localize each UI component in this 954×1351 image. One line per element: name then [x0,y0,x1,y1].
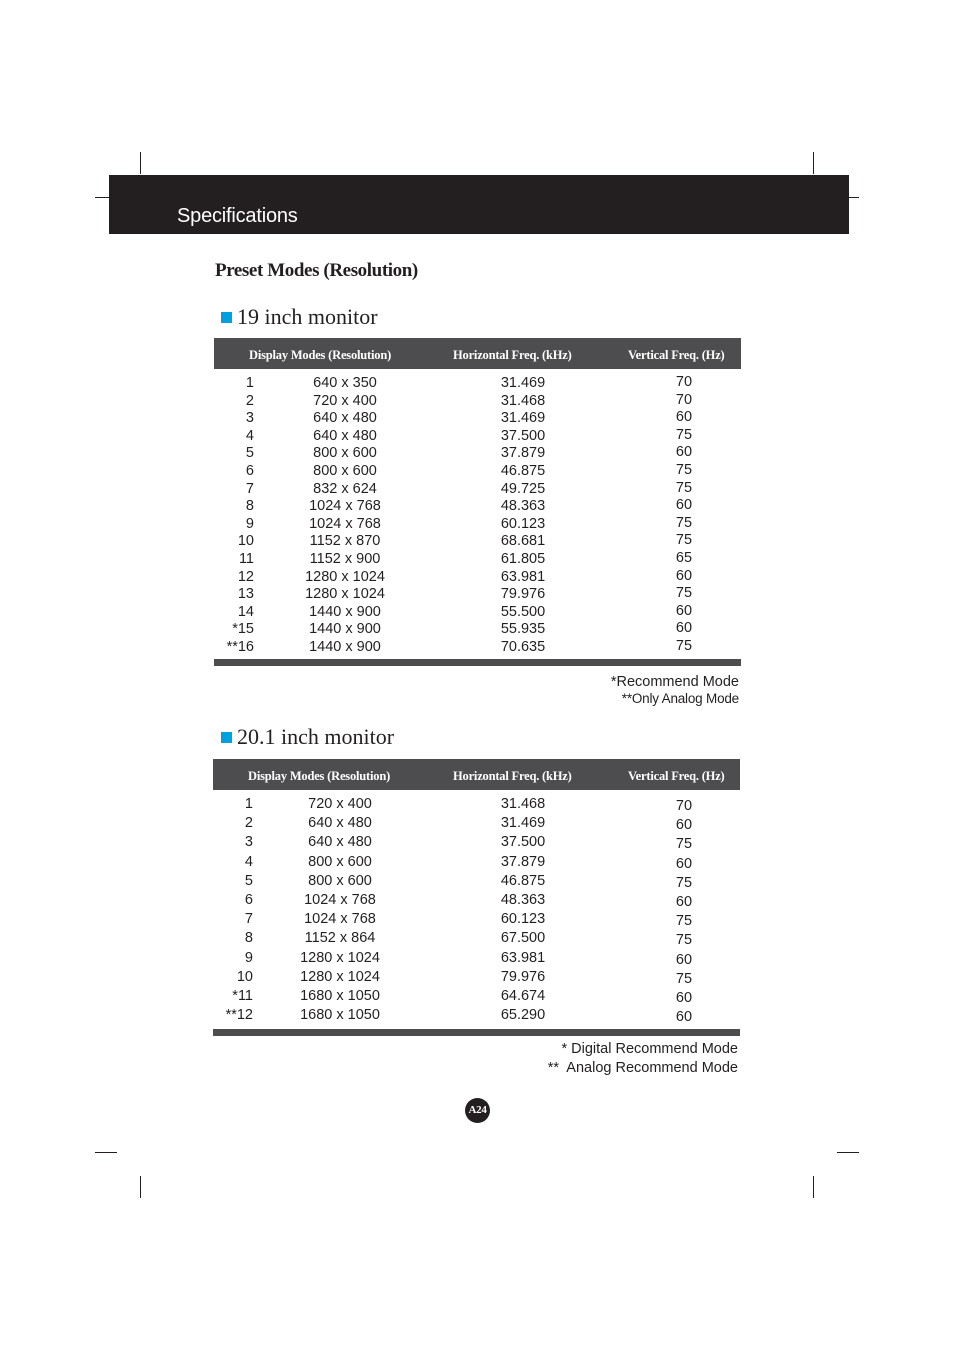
mode-number: 5 [245,445,254,462]
hfreq-cell: 31.468 [500,796,546,812]
resolution-cell: 1280 x 1024 [300,949,380,966]
resolution-cell: 832 x 624 [313,480,377,497]
vfreq-cell: 60 [675,497,693,514]
mode-number: 11 [238,551,254,567]
section-title: Preset Modes (Resolution) [215,260,418,281]
mode-number: *11 [232,988,253,1004]
mode-number: 3 [244,834,253,851]
hfreq-cell: 79.976 [500,586,546,603]
table-row [213,929,740,947]
table-row [213,910,740,928]
vfreq-cell: 75 [675,462,693,478]
vfreq-cell: 60 [675,951,693,968]
vfreq-cell: 75 [675,913,693,930]
vfreq-cell: 60 [675,602,693,619]
mode-number: 12 [237,568,254,585]
resolution-cell: 1280 x 1024 [305,568,385,585]
mode-number: 7 [245,480,254,497]
hfreq-cell: 31.468 [500,392,546,409]
resolution-cell: 1680 x 1050 [300,1007,380,1024]
column-header-modes: Display Modes (Resolution) [249,348,392,362]
hfreq-cell: 31.469 [500,410,546,427]
vfreq-cell: 60 [675,444,693,461]
column-header-vfreq: Vertical Freq. (Hz) [628,348,725,362]
vfreq-cell: 75 [675,638,693,654]
table-row [214,532,741,550]
hfreq-cell: 60.123 [500,515,546,532]
table-row [214,585,741,603]
vfreq-cell: 75 [675,970,693,987]
table-note: * Digital Recommend Mode [561,1041,738,1057]
hfreq-cell: 79.976 [500,968,546,985]
resolution-cell: 1024 x 768 [309,498,381,515]
resolution-cell: 1152 x 864 [304,930,376,947]
resolution-cell: 1280 x 1024 [305,586,385,603]
vfreq-cell: 60 [675,894,693,910]
square-bullet-icon [221,312,232,323]
table-row [214,409,741,427]
table-row [214,603,741,621]
mode-number: 8 [245,498,254,515]
page-number-badge: A24 [465,1098,490,1123]
mode-number: **12 [225,1007,253,1024]
hfreq-cell: 64.674 [500,988,546,1004]
monitor-heading-19 [221,304,378,330]
vfreq-cell: 60 [675,620,693,637]
mode-number: 2 [244,815,253,832]
resolution-cell: 640 x 480 [313,410,377,427]
hfreq-cell: 61.805 [500,551,546,567]
table-row [214,480,741,498]
crop-mark [140,152,141,174]
table-row [213,853,740,871]
resolution-cell: 1280 x 1024 [300,968,380,985]
hfreq-cell: 60.123 [500,911,546,928]
mode-number: 4 [245,427,254,444]
table-row [213,795,740,813]
mode-number: 10 [237,533,254,550]
vfreq-cell: 75 [675,514,693,531]
vfreq-cell: 60 [675,567,693,584]
vfreq-cell: 70 [675,391,693,408]
resolution-cell: 800 x 600 [308,853,372,870]
crop-mark [837,1152,859,1153]
column-header-hfreq: Horizontal Freq. (kHz) [453,348,572,362]
vfreq-cell: 70 [675,374,693,390]
square-bullet-icon [221,732,232,743]
table-row [214,444,741,462]
hfreq-cell: 37.500 [500,834,546,851]
mode-number: **16 [226,639,254,655]
table-header [214,338,741,369]
mode-number: 8 [244,930,253,947]
hfreq-cell: 68.681 [500,533,546,550]
column-header-hfreq: Horizontal Freq. (kHz) [453,769,572,783]
table-row [214,515,741,533]
hfreq-cell: 48.363 [500,892,546,908]
resolution-cell: 640 x 350 [313,375,377,391]
resolution-cell: 640 x 480 [308,815,372,832]
table-row [214,392,741,410]
resolution-cell: 1024 x 768 [304,911,376,928]
table-row [213,1006,740,1024]
page-title: Specifications [177,205,298,227]
vfreq-cell: 60 [675,817,693,834]
hfreq-cell: 46.875 [500,872,546,889]
mode-number: 13 [237,586,254,603]
table-row [214,462,741,480]
resolution-cell: 1440 x 900 [309,603,381,620]
resolution-cell: 1680 x 1050 [300,988,380,1004]
vfreq-cell: 75 [675,874,693,891]
crop-mark [813,152,814,174]
resolution-cell: 720 x 400 [313,392,377,409]
mode-number: 5 [244,872,253,889]
vfreq-cell: 60 [675,855,693,872]
hfreq-cell: 55.500 [500,603,546,620]
table-row [213,814,740,832]
mode-number: 7 [244,911,253,928]
table-row [214,568,741,586]
crop-mark [95,1152,117,1153]
table-row [214,620,741,638]
header-bar [109,175,849,234]
mode-number: 9 [244,949,253,966]
vfreq-cell: 75 [675,532,693,549]
mode-number: 1 [244,796,253,812]
resolution-cell: 1152 x 900 [309,551,381,567]
vfreq-cell: 60 [675,1009,693,1026]
column-header-modes: Display Modes (Resolution) [248,769,391,783]
mode-number: 2 [245,392,254,409]
resolution-cell: 1024 x 768 [304,892,376,908]
resolution-cell: 800 x 600 [313,463,377,479]
table-footer-rule [213,1029,740,1036]
resolution-cell: 1440 x 900 [309,621,381,638]
table-row [214,638,741,656]
mode-number: 9 [245,515,254,532]
hfreq-cell: 31.469 [500,815,546,832]
hfreq-cell: 37.500 [500,427,546,444]
vfreq-cell: 75 [675,932,693,949]
mode-number: 6 [244,892,253,908]
table-row [213,872,740,890]
monitor-heading-text: 19 inch monitor [237,304,378,329]
mode-number: *15 [232,621,254,638]
hfreq-cell: 31.469 [500,375,546,391]
vfreq-cell: 70 [675,798,693,814]
table-row [213,987,740,1005]
crop-mark [813,1176,814,1198]
resolution-cell: 1024 x 768 [309,515,381,532]
table-header [213,759,740,790]
resolution-cell: 800 x 600 [313,445,377,462]
hfreq-cell: 48.363 [500,498,546,515]
hfreq-cell: 37.879 [500,853,546,870]
vfreq-cell: 75 [675,479,693,496]
hfreq-cell: 67.500 [500,930,546,947]
table-row [214,550,741,568]
monitor-heading-20 [221,724,394,750]
hfreq-cell: 55.935 [500,621,546,638]
mode-number: 1 [245,375,254,391]
mode-number: 4 [244,853,253,870]
resolution-cell: 1152 x 870 [309,533,381,550]
table-row [213,891,740,909]
mode-number: 14 [237,603,254,620]
hfreq-cell: 63.981 [500,568,546,585]
resolution-cell: 1440 x 900 [309,639,381,655]
crop-mark [140,1176,141,1198]
vfreq-cell: 75 [675,836,693,853]
hfreq-cell: 37.879 [500,445,546,462]
hfreq-cell: 49.725 [500,480,546,497]
table-row [214,497,741,515]
table-row [213,968,740,986]
table-row [213,833,740,851]
monitor-heading-text: 20.1 inch monitor [237,724,395,749]
vfreq-cell: 75 [675,426,693,443]
mode-number: 3 [245,410,254,427]
hfreq-cell: 63.981 [500,949,546,966]
mode-number: 6 [245,463,254,479]
resolution-cell: 720 x 400 [308,796,372,812]
table-note: *Recommend Mode [610,674,739,690]
mode-number: 10 [236,968,253,985]
table-footer-rule [214,659,741,666]
vfreq-cell: 60 [675,409,693,426]
vfreq-cell: 65 [675,550,693,566]
hfreq-cell: 65.290 [500,1007,546,1024]
table-row [214,427,741,445]
resolution-cell: 800 x 600 [308,872,372,889]
vfreq-cell: 75 [675,585,693,602]
resolution-cell: 640 x 480 [313,427,377,444]
table-note: **Only Analog Mode [621,691,739,706]
column-header-vfreq: Vertical Freq. (Hz) [628,769,725,783]
vfreq-cell: 60 [675,990,693,1006]
hfreq-cell: 46.875 [500,463,546,479]
table-note: ** Analog Recommend Mode [547,1060,738,1076]
table-row [213,949,740,967]
resolution-cell: 640 x 480 [308,834,372,851]
hfreq-cell: 70.635 [500,639,546,655]
table-row [214,374,741,392]
